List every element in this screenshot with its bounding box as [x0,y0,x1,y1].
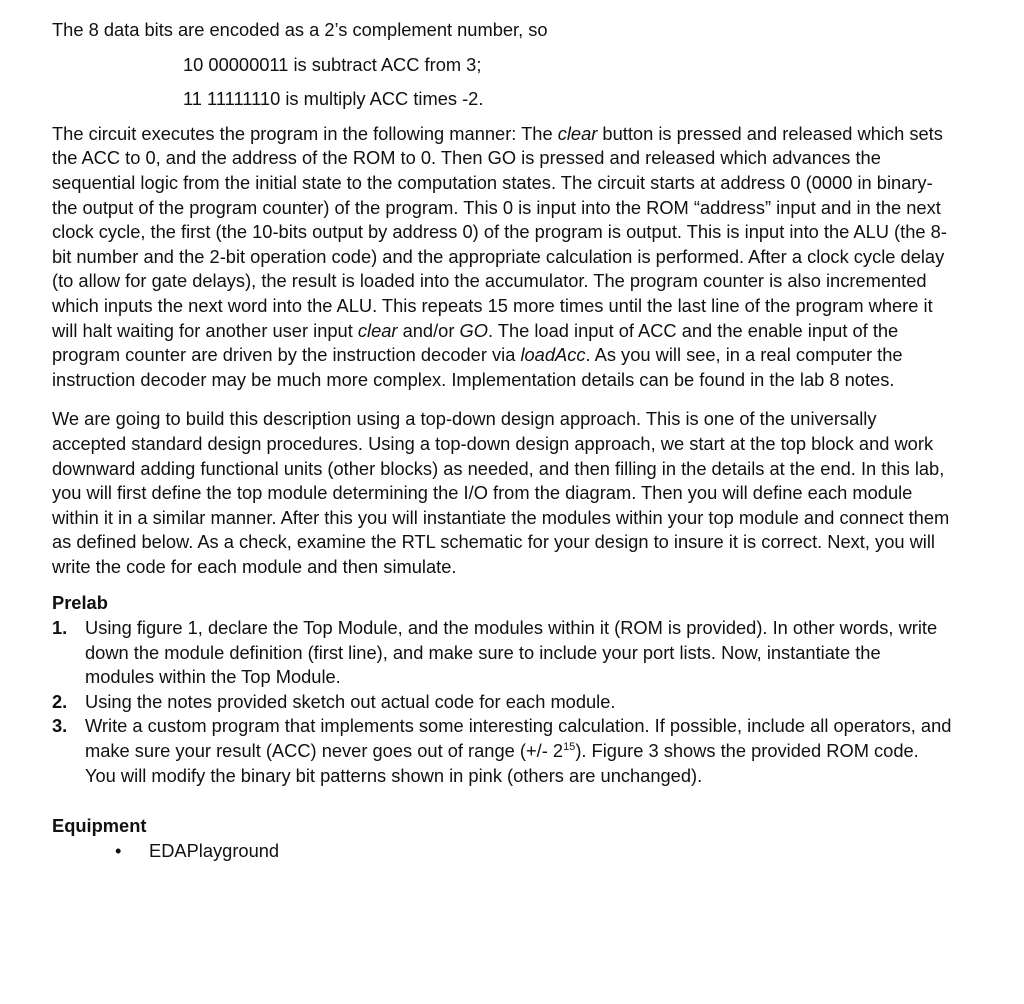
prelab-heading: Prelab [52,592,108,614]
prelab-item-text: Using the notes provided sketch out actual code for each module. [85,690,616,712]
prelab-item [52,616,952,690]
prelab-item-text: Using figure 1, declare the Top Module, and the modules within it (ROM is provided). In other words, write down the module definition (first line), and make sure to include your port lists. Now, instantiate the modules within the Top Module. [85,617,938,688]
clear-term: clear [557,122,598,144]
prelab-item [52,714,952,788]
equipment-list [52,839,952,864]
intro-sentence: The 8 data bits are encoded as a 2’s complement number, so [52,19,548,40]
example-multiply: 11 11111110 is multiply ACC times -2. [183,88,484,110]
prelab-item [52,690,952,715]
equipment-item-label: EDAPlayground [149,839,280,861]
go-term: GO [459,319,488,341]
clear-term: clear [357,319,398,341]
execution-paragraph: The circuit executes the program in the following manner: The clear button is pressed and released which sets the ACC to 0, and the address of the ROM to 0. Then GO is pressed and released which advances the sequential logic from the initial state to the computation states. The circuit starts at address 0 (0000 in binary-the output of the program counter) of the program. This 0 is input into the ROM “address” input and in the next clock cycle, the first (the 10-bits output by address 0) of the program is output. This is input into the ALU (the 8-bit number and the 2-bit operation code) and the appropriate calculation is performed. After a clock cycle delay (to allow for gate delays), the result is loaded into the accumulator. The program counter is also incremented which inputs the next word into the ALU. This repeats 15 more times until the last line of the program where it will halt waiting for another user input clear and/or GO. The load input of ACC and the enable input of the program counter are driven by the instruction decoder via loadAcc. As you will see, in a real computer the instruction decoder may be much more complex. Implementation details can be found in the lab 8 notes. [52,122,947,390]
prelab-list [52,616,952,788]
equipment-heading: Equipment [52,815,147,837]
design-approach-paragraph: We are going to build this description using a top-down design approach. This is one of the universally accepted standard design procedures. Using a top-down design approach, we start at the top block and work downward adding functional units (other blocks) as needed, and then filling in the details at the end. In this lab, you will first define the top module determining the I/O from the diagram. Then you will define each module within it in a similar manner. After this you will instantiate the modules within your top module and connect them as defined below. As a check, examine the RTL schematic for your design to insure it is correct. Next, you will write the code for each module and then simulate. [52,408,950,577]
list-number: 3. [52,715,68,737]
list-number: 1. [52,617,68,639]
bullet-icon: • [115,839,122,861]
equipment-item [52,839,952,864]
example-subtract: 10 00000011 is subtract ACC from 3; [183,53,482,75]
loadacc-term: loadAcc [520,344,586,366]
document-page [52,18,952,863]
exponent: 15 [563,740,576,753]
prelab-item-text: Write a custom program that implements some interesting calculation. If possible, include all operators, and make sure your result (ACC) never goes out of range (+/- $2^{15}$). Figure 3 shows the provided ROM code. You will modify the binary bit patterns shown in pink (others are unchanged). [85,715,952,786]
list-number: 2. [52,690,68,712]
